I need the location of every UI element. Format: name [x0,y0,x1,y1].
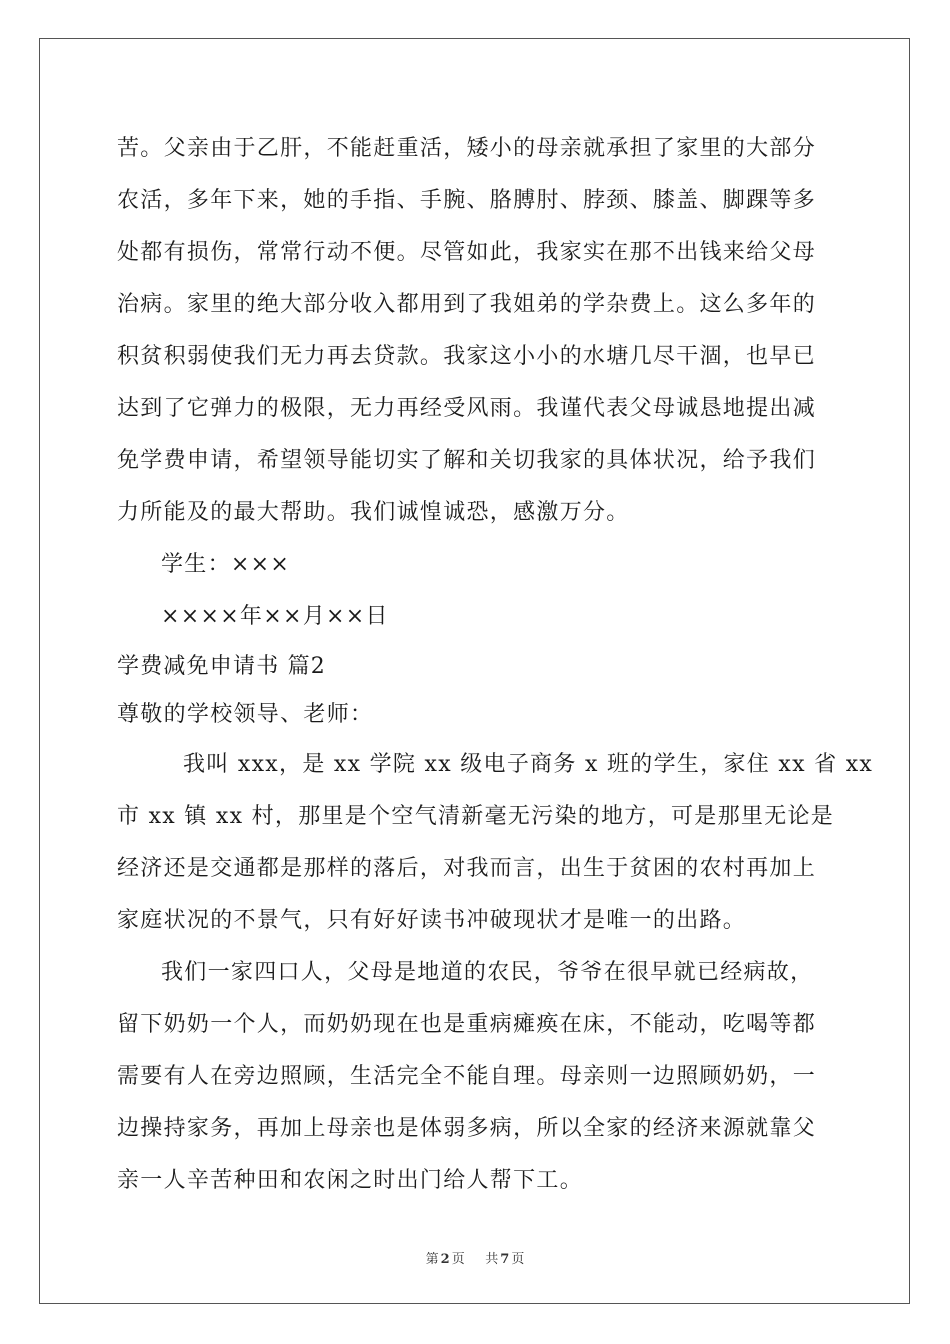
text-line: 免学费申请，希望领导能切实了解和关切我家的具体状况，给予我们 [117,448,817,473]
document-body [117,123,874,1207]
text-line: 积贫积弱使我们无力再去贷款。我家这小小的水塘几尽干涸，也早已 [117,344,817,369]
text-line: 农活，多年下来，她的手指、手腕、胳膊肘、脖颈、膝盖、脚踝等多 [117,188,817,213]
text-line: 边操持家务，再加上母亲也是体弱多病，所以全家的经济来源就靠父 [117,1116,817,1141]
text-line: 家庭状况的不景气，只有好好读书冲破现状才是唯一的出路。 [117,908,747,933]
page-suffix: 页 [451,1252,465,1267]
total-suffix: 页 [511,1252,525,1267]
paragraph-continued [117,123,837,539]
date-line: ××××年××月××日 [161,604,389,629]
signature-line: 学生：××× [161,552,291,577]
total-prefix: 共 [485,1252,499,1267]
text-line: 留下奶奶一个人，而奶奶现在也是重病瘫痪在床，不能动，吃喝等都 [117,1012,817,1037]
text-line: 需要有人在旁边照顾，生活完全不能自理。母亲则一边照顾奶奶，一 [117,1064,817,1089]
text-line: 力所能及的最大帮助。我们诚惶诚恐，感激万分。 [117,500,630,525]
text-line: 达到了它弹力的极限，无力再经受风雨。我谨代表父母诚恳地提出减 [117,396,817,421]
paragraph-introduction [117,739,874,947]
text-line: 我叫 xxx，是 xx 学院 xx 级电子商务 x 班的学生，家住 xx 省 xx [183,752,874,777]
page-prefix: 第 [425,1252,439,1267]
section-title: 学费减免申请书 篇2 [117,654,326,679]
page-footer [0,1248,950,1267]
text-line: 亲一人辛苦种田和农闲之时出门给人帮下工。 [117,1168,584,1193]
text-line: 处都有损伤，常常行动不便。尽管如此，我家实在那不出钱来给父母 [117,240,817,265]
text-line: 苦。父亲由于乙肝，不能赶重活，矮小的母亲就承担了家里的大部分 [117,136,817,161]
text-line: 治病。家里的绝大部分收入都用到了我姐弟的学杂费上。这么多年的 [117,292,817,317]
text-line: 市 xx 镇 xx 村，那里是个空气清新毫无污染的地方，可是那里无论是 [117,804,835,829]
paragraph-family [117,947,837,1207]
page-number: 2 [440,1252,450,1267]
total-pages: 7 [500,1252,510,1267]
text-line: 经济还是交通都是那样的落后，对我而言，出生于贫困的农村再加上 [117,856,817,881]
salutation: 尊敬的学校领导、老师： [117,702,374,727]
text-line: 我们一家四口人，父母是地道的农民，爷爷在很早就已经病故， [161,960,814,985]
